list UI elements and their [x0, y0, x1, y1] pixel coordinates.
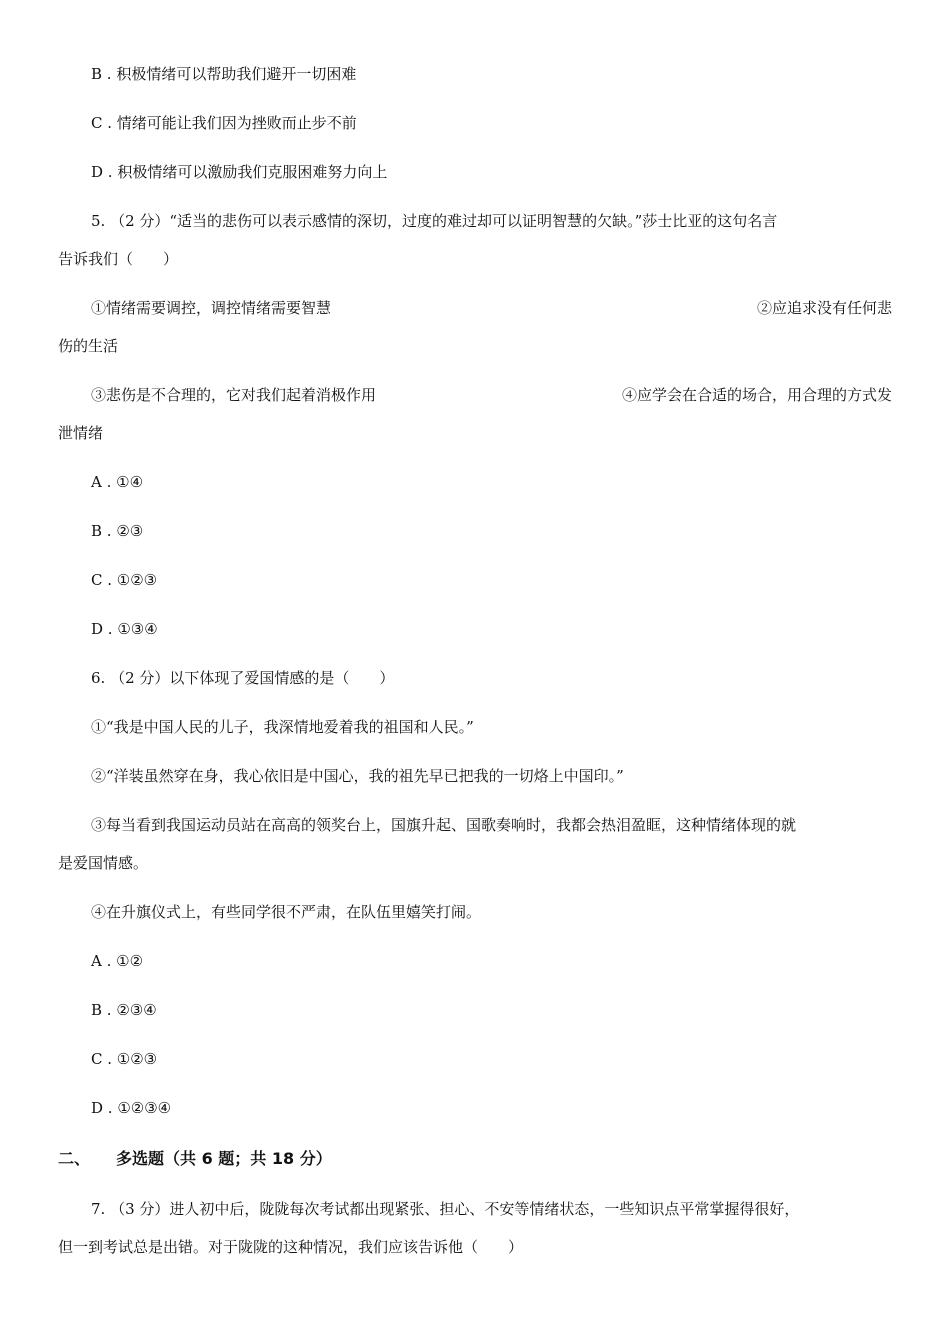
- q5-item4-part2: 泄情绪: [58, 424, 104, 442]
- q6-item3-part1: ③每当看到我国运动员站在高高的领奖台上，国旗升起、国歌奏响时，我都会热泪盈眶，这种情绪体现的就: [91, 816, 797, 834]
- q5-item2-part1: ②应追求没有任何悲: [756, 299, 892, 317]
- q6-item2: ②“洋装虽然穿在身，我心依旧是中国心，我的祖先早已把我的一切烙上中国印。”: [91, 767, 624, 785]
- q6-option-c: C . ①②③: [91, 1050, 158, 1068]
- q6-item1: ①“我是中国人民的儿子，我深情地爱着我的祖国和人民。”: [91, 718, 474, 736]
- section-number: 二、: [58, 1149, 91, 1168]
- q5-option-c: C . ①②③: [91, 571, 158, 589]
- q7-stem-line1: 7. （3 分）进人初中后，陇陇每次考试都出现紧张、担心、不安等情绪状态，一些知识点平常掌握得很好，: [91, 1200, 800, 1218]
- q7-stem-line2: 但一到考试总是出错。对于陇陇的这种情况，我们应该告诉他（ ）: [58, 1238, 524, 1256]
- q5-stem-line1: 5. （2 分）“适当的悲伤可以表示感情的深切，过度的难过却可以证明智慧的欠缺。”莎士比亚的这句名言: [91, 212, 778, 230]
- section-title: 多选题（共 6 题；共 18 分）: [116, 1149, 332, 1168]
- q6-item3-part2: 是爱国情感。: [58, 854, 149, 872]
- q4-option-b: B . 积极情绪可以帮助我们避开一切困难: [91, 65, 357, 83]
- q6-stem: 6. （2 分）以下体现了爱国情感的是（ ）: [91, 669, 395, 687]
- q6-item4: ④在升旗仪式上，有些同学很不严肃，在队伍里嬉笑打闹。: [91, 903, 482, 921]
- q6-option-a: A . ①②: [91, 952, 144, 970]
- q6-option-d: D . ①②③④: [91, 1099, 172, 1117]
- q5-item4-part1: ④应学会在合适的场合，用合理的方式发: [621, 386, 892, 404]
- q5-item3: ③悲伤是不合理的，它对我们起着消极作用: [91, 386, 377, 404]
- q4-option-d: D . 积极情绪可以激励我们克服困难努力向上: [91, 163, 388, 181]
- q5-stem-line2: 告诉我们（ ）: [58, 250, 179, 268]
- section-heading: [58, 1149, 332, 1169]
- q6-option-b: B . ②③④: [91, 1001, 157, 1019]
- q5-option-d: D . ①③④: [91, 620, 158, 638]
- q4-option-c: C . 情绪可能让我们因为挫败而止步不前: [91, 114, 357, 132]
- q5-option-a: A . ①④: [91, 473, 144, 491]
- q5-item1: ①情绪需要调控，调控情绪需要智慧: [91, 299, 332, 317]
- q5-option-b: B . ②③: [91, 522, 144, 540]
- q5-item2-part2: 伤的生活: [58, 337, 119, 355]
